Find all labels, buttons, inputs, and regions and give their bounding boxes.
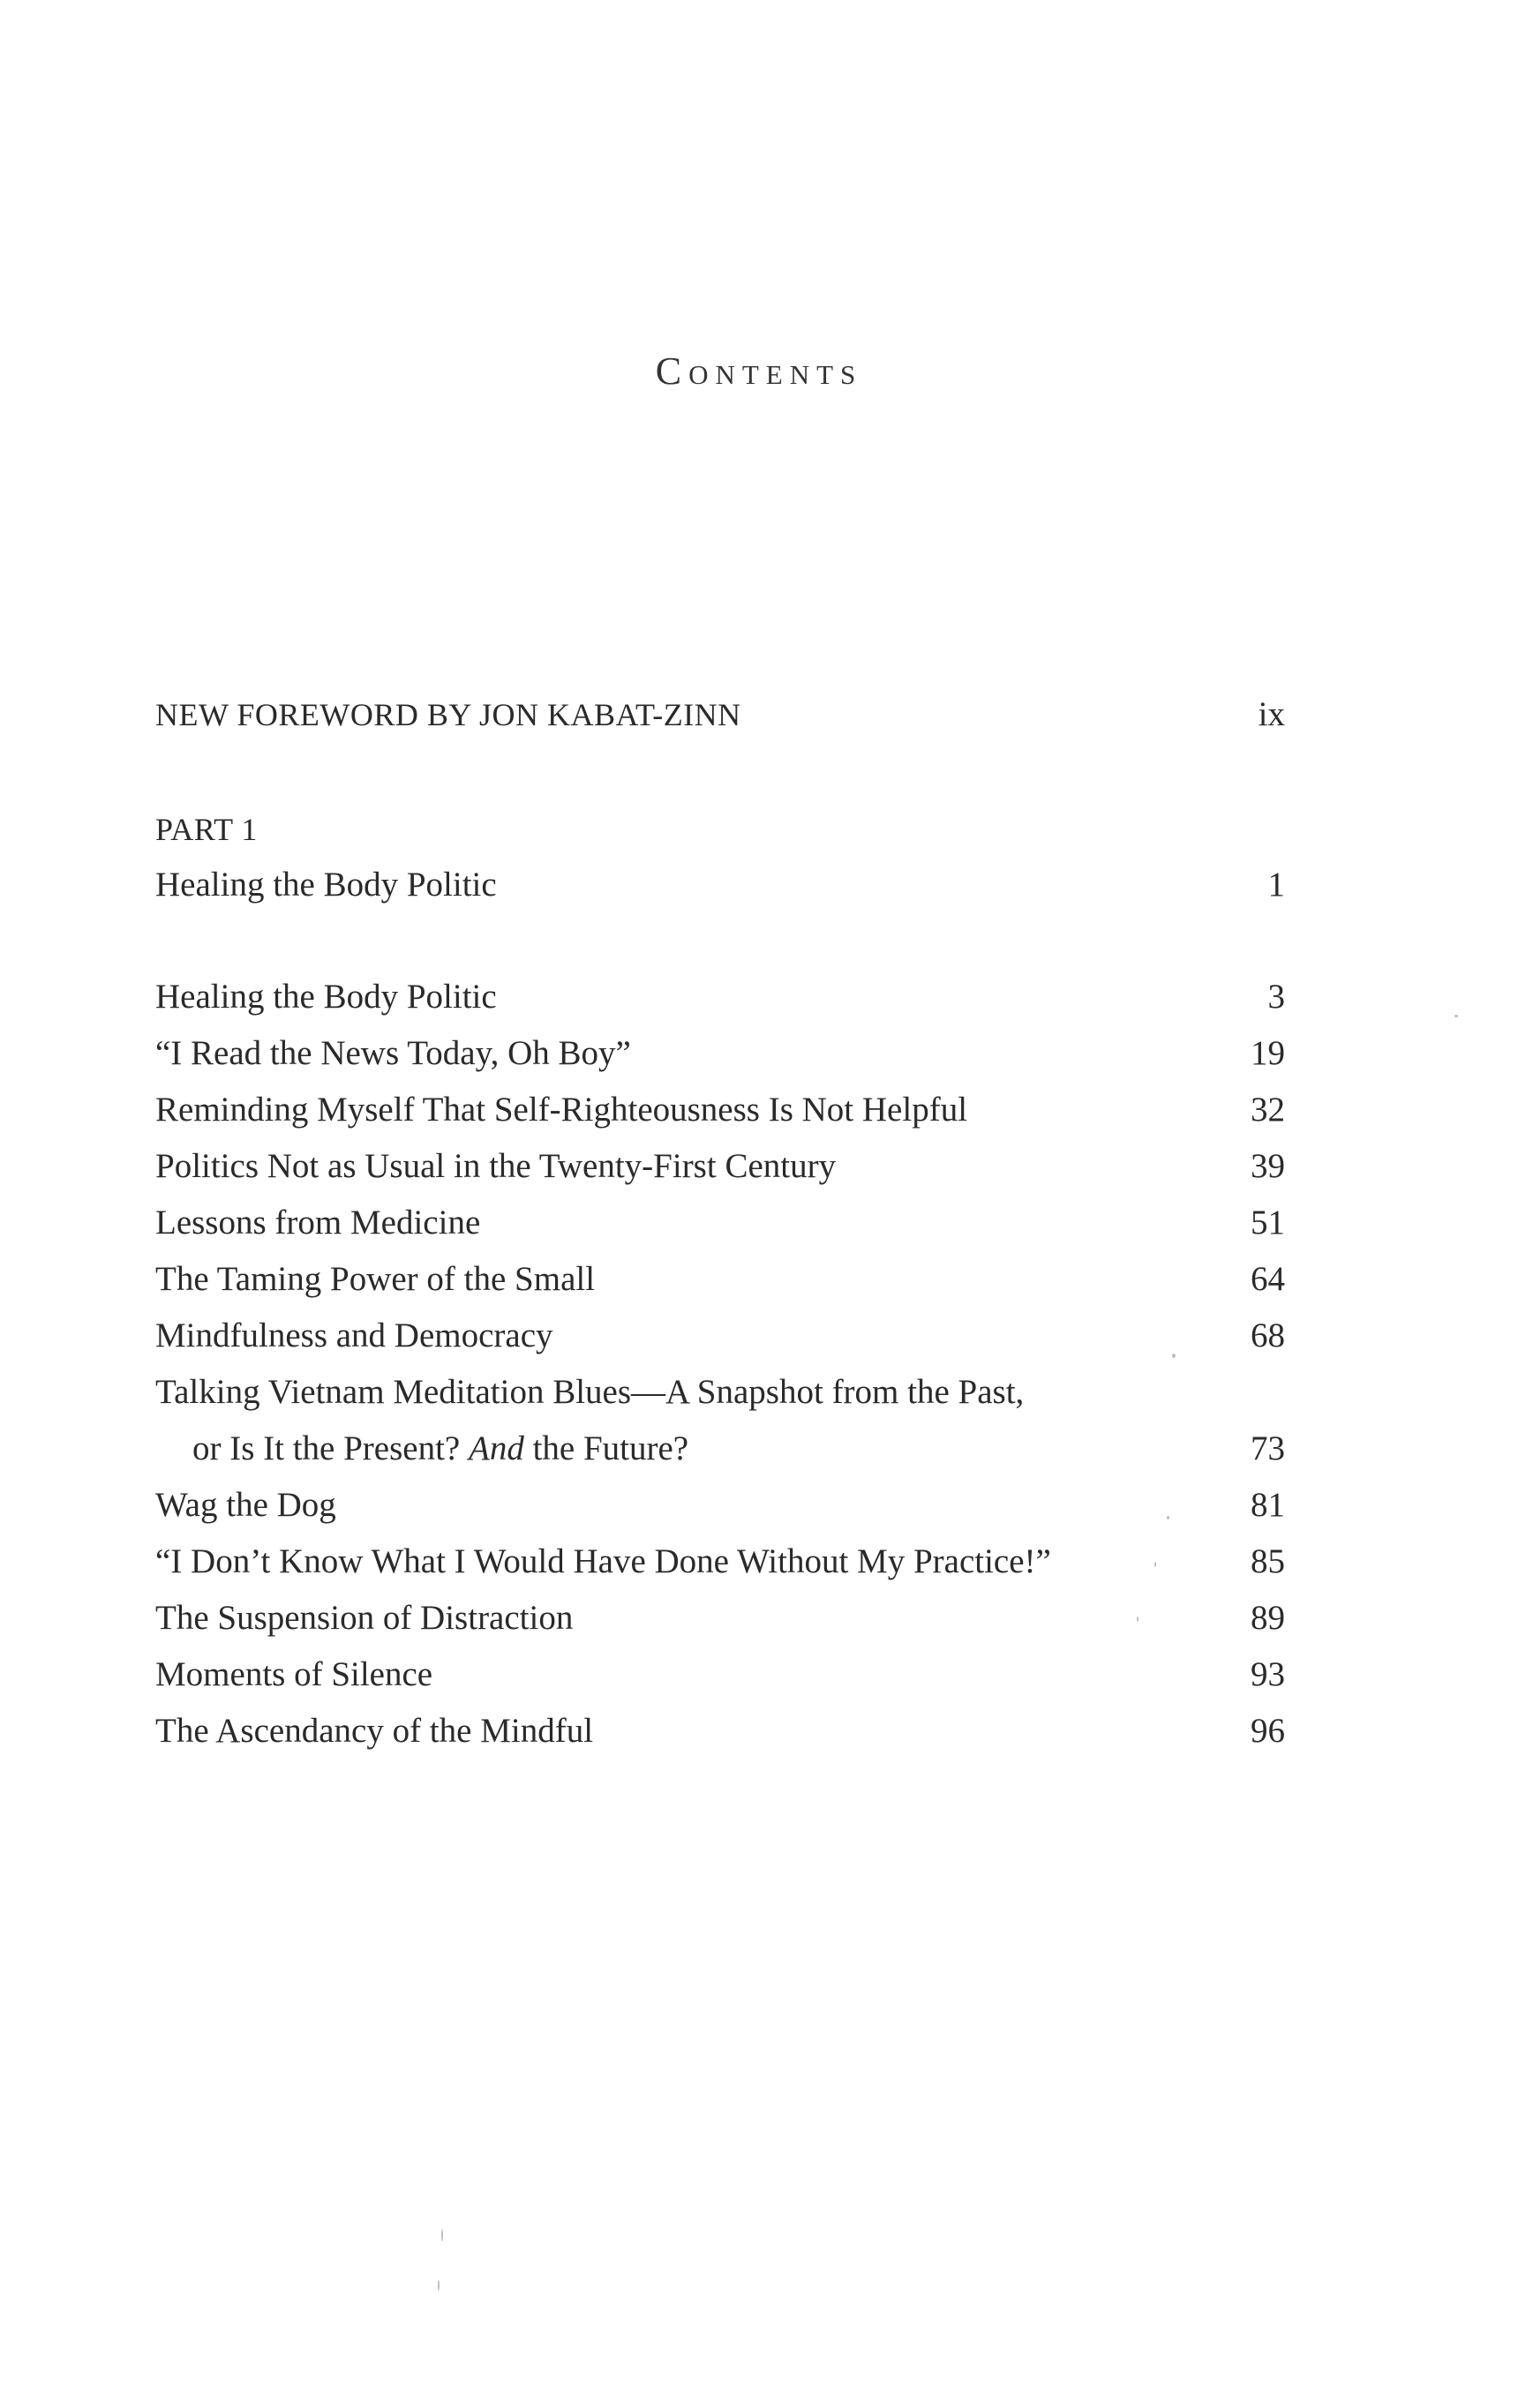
toc-entry-page: 32: [1251, 1091, 1285, 1129]
scan-speck: [1154, 1562, 1156, 1567]
toc-entry-label: Talking Vietnam Meditation Blues—A Snapshot from the Past,: [155, 1373, 1025, 1411]
toc-entry-page: 1: [1267, 866, 1285, 904]
toc-label-part: or Is It the Present?: [192, 1429, 469, 1467]
toc-entry: [155, 1144, 1285, 1189]
toc-entry-page: 64: [1251, 1260, 1285, 1298]
scan-speck: [1454, 1015, 1458, 1017]
toc-entry-page: 89: [1251, 1599, 1285, 1637]
toc-entry-page: 93: [1251, 1655, 1285, 1693]
toc-entry-label: Politics Not as Usual in the Twenty-First Century: [155, 1147, 837, 1185]
toc-entry-foreword: [155, 693, 1285, 737]
toc-entry: [155, 1257, 1285, 1302]
toc-entry-label: NEW FOREWORD BY JON KABAT-ZINN: [155, 697, 741, 732]
toc-entry: [155, 1540, 1285, 1584]
toc-entry-page: 51: [1251, 1204, 1285, 1242]
toc-entry-page: 39: [1251, 1147, 1285, 1185]
toc-entry-page: 19: [1251, 1034, 1285, 1072]
toc-entry: [155, 1709, 1285, 1753]
toc-entry-page: 68: [1251, 1317, 1285, 1354]
toc-entry: [155, 1088, 1285, 1132]
toc-entry-page: 85: [1251, 1542, 1285, 1580]
toc-entry-label: The Taming Power of the Small: [155, 1260, 596, 1298]
toc-entry: [155, 1031, 1285, 1076]
toc-entry: [155, 1370, 1285, 1414]
toc-entry-page: 73: [1251, 1429, 1285, 1467]
toc-label-part: the Future?: [523, 1429, 689, 1467]
scan-speck: [438, 2280, 440, 2291]
toc-entry-label: Moments of Silence: [155, 1655, 433, 1693]
scan-speck: [1172, 1354, 1176, 1358]
toc-entry-label: “I Read the News Today, Oh Boy”: [155, 1034, 631, 1072]
toc-entry-label: Mindfulness and Democracy: [155, 1317, 553, 1354]
toc-entry: [155, 1201, 1285, 1245]
toc-entry-label: Reminding Myself That Self-Righteousness Is Not Helpful: [155, 1091, 968, 1129]
page-title: Contents: [655, 349, 863, 393]
toc-entry-label: Lessons from Medicine: [155, 1204, 481, 1242]
toc-entry-label: The Suspension of Distraction: [155, 1599, 574, 1637]
toc-entry-page: 96: [1251, 1712, 1285, 1750]
toc-entry-label: “I Don’t Know What I Would Have Done Without My Practice!”: [155, 1542, 1051, 1580]
scan-speck: [1137, 1617, 1138, 1622]
toc-entry-label: The Ascendancy of the Mindful: [155, 1712, 594, 1750]
toc-entry-label: [192, 1427, 688, 1471]
toc-entry: [155, 1596, 1285, 1640]
toc-entry: [155, 1483, 1285, 1527]
part-title: Healing the Body Politic: [155, 866, 497, 904]
toc-entry-part-title: [155, 863, 1285, 907]
toc-entry-label: Healing the Body Politic: [155, 978, 497, 1016]
part-label: PART 1: [155, 812, 258, 847]
toc-entry-page: ix: [1258, 695, 1285, 733]
toc-label-italic: And: [469, 1429, 524, 1467]
scan-speck: [441, 2229, 443, 2241]
toc-entry: [155, 1314, 1285, 1358]
toc-entry-label: Wag the Dog: [155, 1486, 336, 1524]
toc-entry: [155, 1653, 1285, 1697]
toc-entry-page: 3: [1267, 978, 1285, 1016]
toc-entry-continuation: [155, 1427, 1285, 1471]
toc-entry: [155, 975, 1285, 1019]
toc-entry-page: 81: [1251, 1486, 1285, 1524]
scan-speck: [1167, 1516, 1169, 1519]
part-heading: [155, 807, 1285, 851]
